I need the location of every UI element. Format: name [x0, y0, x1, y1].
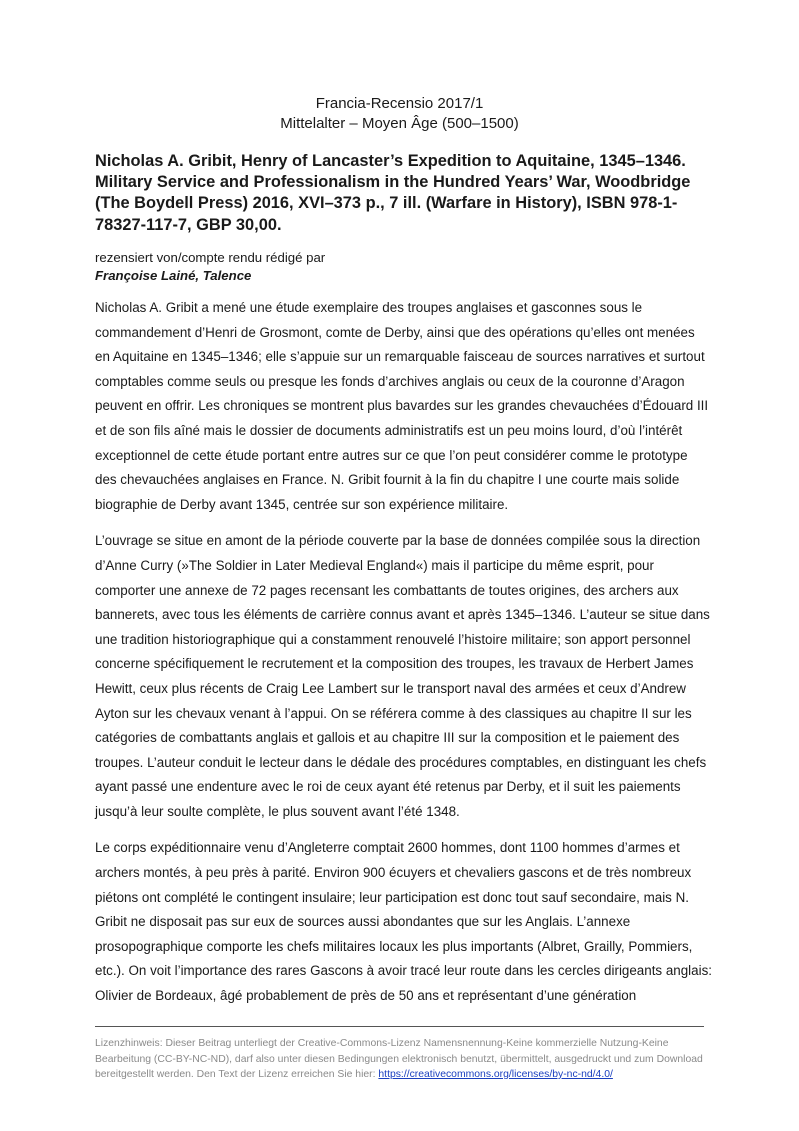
license-link[interactable]: https://creativecommons.org/licenses/by-nc-nd/4.0/	[378, 1069, 613, 1080]
body-paragraph-2: L’ouvrage se situe en amont de la période couverte par la base de données compilée sous la direction d’Anne Curry (»The Soldier in Later Medieval England«) mais il participe du même esprit, pour comporter une annexe de 72 pages recensant les combattants de toutes origines, des archers aux bannerets, avec tous les éléments de carrière connus avant et après 1345–1346. L’auteur se situe dans une tradition historiographique qui a constamment renouvelé l’histoire militaire; son apport personnel concerne spécifiquement le recrutement et la composition des troupes, les travaux de Herbert James Hewitt, ceux plus récents de Craig Lee Lambert sur le transport naval des armées et ceux d’Andrew Ayton sur les chevaux venant à l’appui. On se référera comme à des classiques au chapitre II sur les catégories de combattants anglais et gallois et au chapitre III sur la composition et le paiement des troupes. L’auteur conduit le lecteur dans le dédale des procédures comptables, en distinguant les chefs ayant passé une endenture avec le roi de ceux ayant été retenus par Derby, et il suit les paiements jusqu’à leur soulte complète, le plus souvent avant l’été 1348.	[95, 533, 710, 819]
reviewer-name: Françoise Lainé, Talence	[95, 268, 252, 283]
journal-issue: Francia-Recensio 2017/1	[315, 95, 484, 112]
body-paragraph-3: Le corps expéditionnaire venu d’Angleterre comptait 2600 hommes, dont 1100 hommes d’armes et archers montés, à peu près à parité. Environ 900 écuyers et chevaliers gascons et de très nombreux piétons ont complété le contingent insulaire; leur participation est donc tout sauf secondaire, mais N. Gribit ne disposait pas sur eux de sources aussi abondantes que sur les Anglais. L’annexe prosopographique comporte les chefs militaires locaux les plus importants (Albret, Grailly, Pommiers, etc.). On voit l’importance des rares Gascons à avoir tracé leur route dans les cercles dirigeants anglais: Olivier de Bordeaux, âgé probablement de près de 50 ans et représentant d’une génération	[95, 840, 712, 1004]
body-paragraph-1: Nicholas A. Gribit a mené une étude exemplaire des troupes anglaises et gasconnes sous le commandement d’Henri de Grosmont, comte de Derby, ainsi que des opérations qu’elles ont menées en Aquitaine en 1345–1346; elle s’appuie sur un remarquable faisceau de sources narratives et surtout comptables comme seuls ou presque les fonds d’archives anglais ou ceux de la couronne d’Aragon peuvent en offrir. Les chroniques se montrent plus bavardes sur les grandes chevauchées d’Édouard III et de son fils aîné mais le dossier de documents administratifs est un peu moins lourd, d’où l’intérêt exceptionnel de cette étude portant entre autres sur ce que l’on peut considérer comme le prototype des chevauchées anglaises en France. N. Gribit fournit à la fin du chapitre I une courte mais solide biographie de Derby avant 1345, centrée sur son expérience militaire.	[95, 300, 709, 512]
review-title: Nicholas A. Gribit, Henry of Lancaster’s Expedition to Aquitaine, 1345–1346. Military Service and Professionalism in the Hundred Years’ War, Woodbridge (The Boydell Press) 2016, XVI–373 p., 7 ill. (Warfare in History), ISBN 978-1-78327-117-7, GBP 30,00.	[95, 152, 691, 234]
journal-header	[0, 94, 799, 134]
review-body	[95, 296, 712, 1021]
journal-section: Mittelalter – Moyen Âge (500–1500)	[280, 115, 519, 132]
license-text: Lizenzhinweis: Dieser Beitrag unterliegt der Creative-Commons-Lizenz Namensnennung-Keine kommerzielle Nutzung-Keine Bearbeitung (CC-BY-NC-ND), darf also unter diesen Bedingungen elektronisch benutzt, übermittelt, ausgedruckt und zum Download bereitgestellt werden. Den Text der Lizenz erreichen Sie hier:	[95, 1038, 703, 1080]
license-notice	[95, 1036, 710, 1083]
footer-divider	[95, 1026, 704, 1027]
reviewer-byline	[95, 249, 715, 285]
reviewed-by-label: rezensiert von/compte rendu rédigé par	[95, 250, 326, 265]
